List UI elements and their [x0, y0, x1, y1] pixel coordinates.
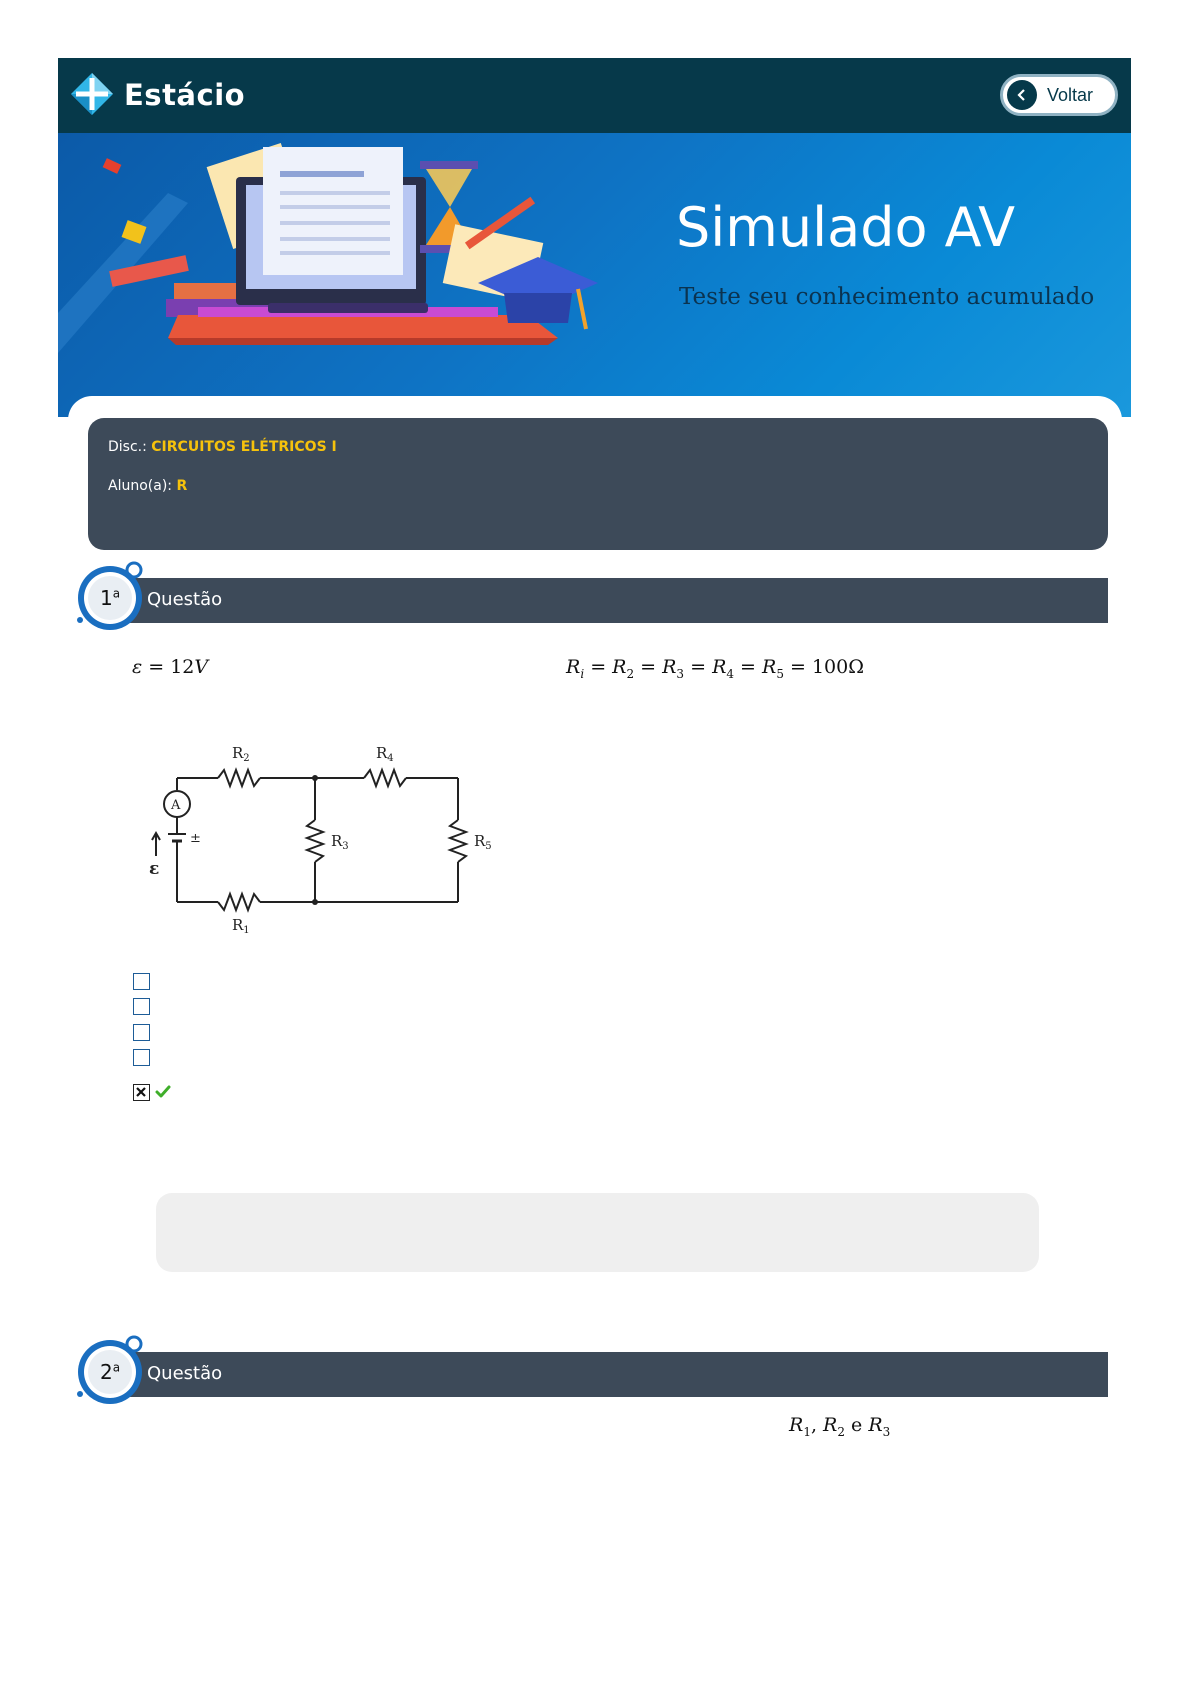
student-value: R	[176, 478, 188, 494]
svg-text:R1: $R_1$	[232, 916, 250, 936]
chevron-left-icon	[1007, 80, 1037, 110]
page-title: Simulado AV	[676, 196, 1016, 259]
svg-text:A: A	[171, 798, 181, 813]
checkbox-marked-icon	[134, 1085, 148, 1099]
question-2-header	[126, 1352, 1108, 1397]
exam-info-card	[88, 418, 1108, 550]
hero-banner	[58, 133, 1131, 417]
back-button[interactable]	[1000, 74, 1118, 116]
brand-name: Estácio	[124, 78, 246, 112]
discipline-label: Disc.:	[108, 439, 147, 455]
svg-text:R4: $R_4$	[376, 744, 394, 764]
svg-text:ε: ε	[149, 859, 160, 879]
question-1-header	[126, 578, 1108, 623]
question-2-number: 2$^a$	[100, 1360, 121, 1384]
discipline-row	[108, 439, 337, 455]
correct-answer-check-icon	[155, 1085, 171, 1099]
answer-option-d-checkbox[interactable]	[133, 1049, 150, 1066]
question-1-number: 1$^a$	[100, 586, 121, 610]
answer-option-e-checkbox[interactable]	[133, 1084, 150, 1101]
answer-feedback-panel	[156, 1193, 1039, 1272]
question-1-label: Questão	[147, 589, 223, 610]
answer-option-c-checkbox[interactable]	[133, 1024, 150, 1041]
answer-option-b-checkbox[interactable]	[133, 998, 150, 1015]
emf-formula: ε = 12V	[132, 656, 209, 678]
estacio-logo-icon	[70, 72, 114, 116]
svg-text:R3: $R_3$	[331, 832, 349, 852]
resistance-formula: $R_i = R_2 = R_3 = R_4 = R_5 = 100\Omega$	[566, 656, 864, 681]
resistors-formula: $R_1$, $R_2$ e $R_3$	[789, 1414, 891, 1439]
svg-text:R2: $R_2$	[232, 744, 250, 764]
student-row	[108, 478, 187, 494]
svg-text:R5: $R_5$	[474, 832, 492, 852]
circuit-diagram	[140, 738, 520, 948]
question-2-label: Questão	[147, 1363, 223, 1384]
answer-option-a-checkbox[interactable]	[133, 973, 150, 990]
svg-text:±: ±	[190, 831, 201, 846]
back-button-label: Voltar	[1047, 84, 1094, 105]
student-label: Aluno(a):	[108, 478, 172, 494]
discipline-value: CIRCUITOS ELÉTRICOS I	[151, 439, 337, 455]
exam-illustration	[58, 133, 1131, 417]
page-subtitle: Teste seu conhecimento acumulado	[679, 284, 1095, 310]
